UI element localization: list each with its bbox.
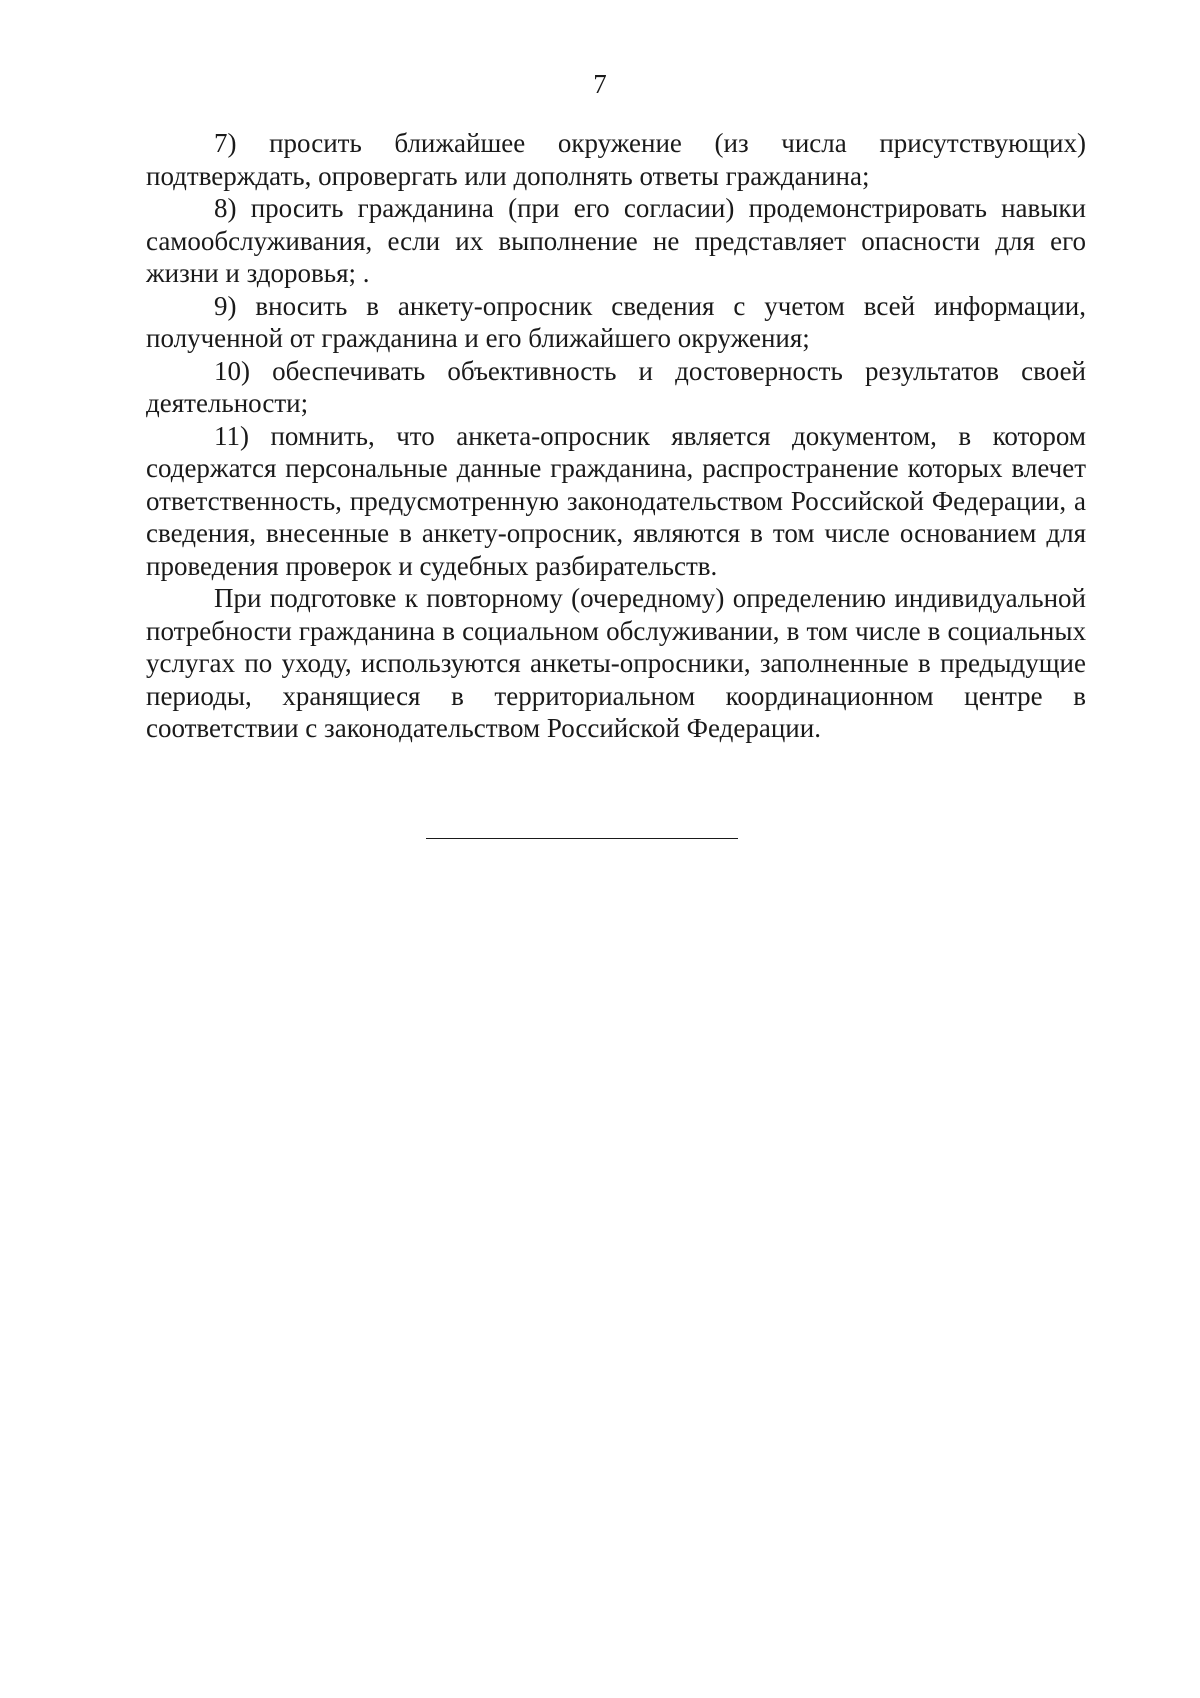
paragraph-item-8: 8) просить гражданина (при его согласии) продемонстрировать навыки самообслуживания, если их выполнение не представляет опасности для его жизни и здоровья; . — [146, 193, 1086, 288]
end-separator-line — [426, 838, 738, 839]
document-body — [146, 127, 1086, 745]
paragraph-item-9: 9) вносить в анкету-опросник сведения с учетом всей информации, полученной от гражданина и его ближайшего окружения; — [146, 290, 1086, 353]
page-number: 7 — [593, 69, 607, 99]
paragraph-item-11: 11) помнить, что анкета-опросник является документом, в котором содержатся персональные данные гражданина, распространение которых влечет ответственность, предусмотренную законодательством Российской Федерации, а сведения, внесенные в анкету-опросник, являются в том числе основанием для проведения проверок и судебных разбирательств. — [146, 420, 1086, 581]
paragraph-item-10: 10) обеспечивать объективность и достоверность результатов своей деятельности; — [146, 355, 1086, 418]
paragraph-item-7: 7) просить ближайшее окружение (из числа присутствующих) подтверждать, опровергать или дополнять ответы гражданина; — [146, 128, 1086, 191]
paragraph-repeat-assessment: При подготовке к повторному (очередному) определению индивидуальной потребности гражданина в социальном обслуживании, в том числе в социальных услугах по уходу, используются анкеты-опросники, заполненные в предыдущие периоды, хранящиеся в территориальном координационном центре в соответствии с законодательством Российской Федерации. — [146, 583, 1086, 743]
